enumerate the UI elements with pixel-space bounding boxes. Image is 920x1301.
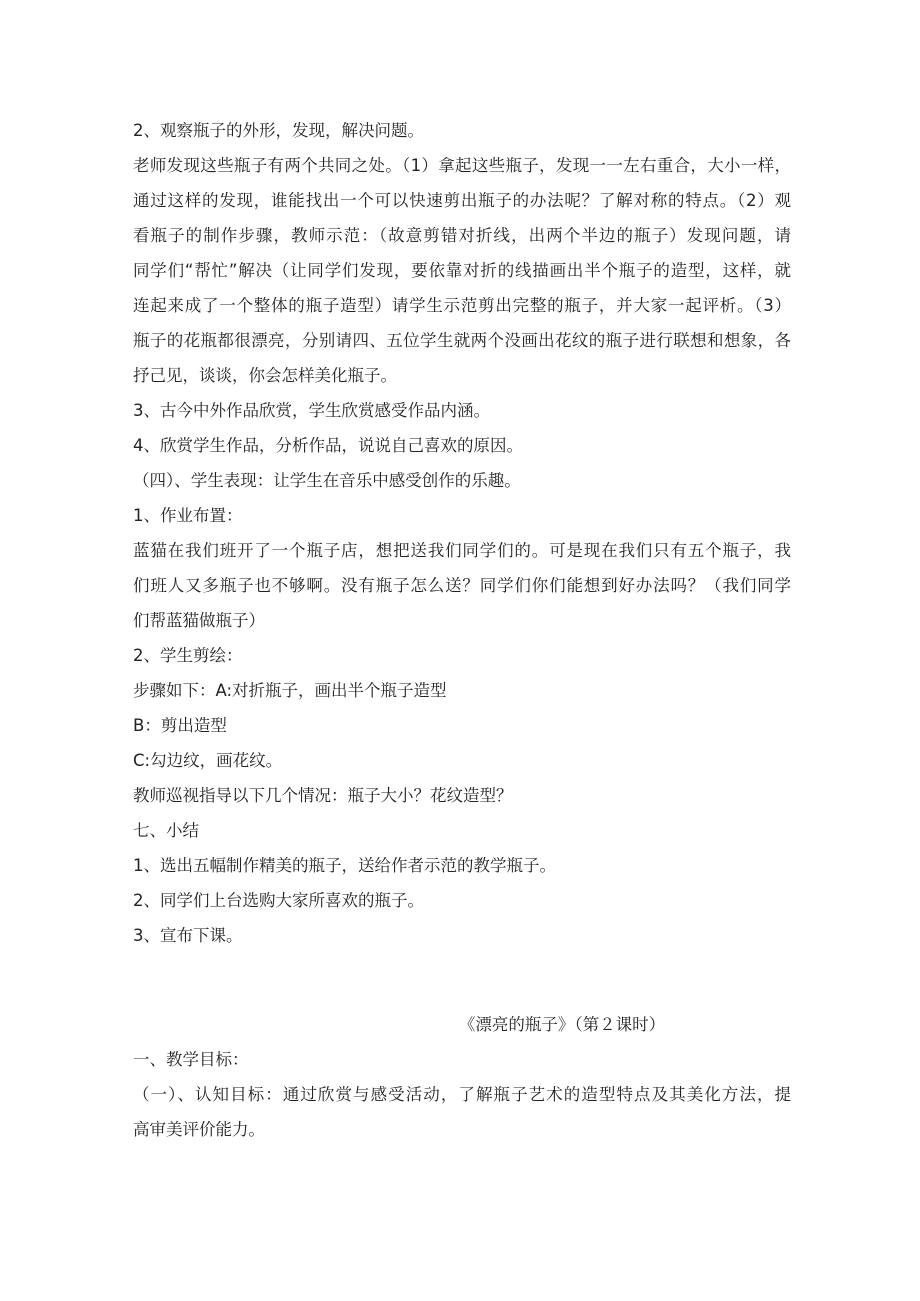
step-3-heading: 3、古今中外作品欣赏，学生欣赏感受作品内涵。: [133, 401, 490, 420]
lesson-title: 《漂亮的瓶子》（第２课时）: [458, 1015, 666, 1034]
step-4-heading: 4、欣赏学生作品，分析作品，说说自己喜欢的原因。: [133, 436, 523, 455]
paragraph-line: 通过这样的发现，谁能找出一个可以快速剪出瓶子的办法呢？了解对称的特点。（2）观: [133, 191, 791, 210]
paragraph-line: 高审美评价能力。: [133, 1120, 265, 1139]
summary-item: 1、选出五幅制作精美的瓶子，送给作者示范的教学瓶子。: [133, 856, 556, 875]
homework-heading: 1、作业布置：: [133, 506, 243, 525]
step-b: B：剪出造型: [133, 716, 227, 735]
document-body: [133, 116, 791, 1144]
section-4-heading: （四）、学生表现：让学生在音乐中感受创作的乐趣。: [133, 471, 521, 490]
paragraph-line: 同学们“帮忙”解决（让同学们发现，要依靠对折的线描画出半个瓶子的造型，这样，就: [133, 261, 791, 280]
paragraph-line: 蓝猫在我们班开了一个瓶子店，想把送我们同学们的。可是现在我们只有五个瓶子，我: [133, 541, 791, 560]
paragraph-line: （一）、认知目标：通过欣赏与感受活动，了解瓶子艺术的造型特点及其美化方法，提: [133, 1085, 791, 1104]
teacher-guidance: 教师巡视指导以下几个情况：瓶子大小？花纹造型？: [133, 786, 513, 805]
step-a: 步骤如下：A:对折瓶子，画出半个瓶子造型: [133, 681, 447, 700]
objectives-heading: 一、教学目标：: [133, 1050, 249, 1069]
paragraph-line: 老师发现这些瓶子有两个共同之处。（1）拿起这些瓶子，发现一一左右重合，大小一样，: [133, 156, 791, 175]
summary-item: 2、同学们上台选购大家所喜欢的瓶子。: [133, 891, 424, 910]
step-c: C:勾边纹，画花纹。: [133, 751, 283, 770]
step-2-heading: 2、观察瓶子的外形，发现，解决问题。: [133, 121, 424, 140]
paragraph-line: 们帮蓝猫做瓶子）: [133, 611, 265, 630]
paragraph-line: 看瓶子的制作步骤，教师示范：（故意剪错对折线，出两个半边的瓶子）发现问题，请: [133, 226, 791, 245]
paragraph-line: 抒己见，谈谈，你会怎样美化瓶子。: [133, 366, 397, 385]
paragraph-line: 们班人又多瓶子也不够啊。没有瓶子怎么送？同学们你们能想到好办法吗？（我们同学: [133, 576, 791, 595]
cutting-heading: 2、学生剪绘：: [133, 646, 243, 665]
summary-heading: 七、小结: [133, 821, 199, 840]
paragraph-line: 瓶子的花瓶都很漂亮，分别请四、五位学生就两个没画出花纹的瓶子进行联想和想象，各: [133, 331, 791, 350]
paragraph-line: 连起来成了一个整体的瓶子造型）请学生示范剪出完整的瓶子，并大家一起评析。（3）: [133, 296, 791, 315]
summary-item: 3、宣布下课。: [133, 926, 243, 945]
